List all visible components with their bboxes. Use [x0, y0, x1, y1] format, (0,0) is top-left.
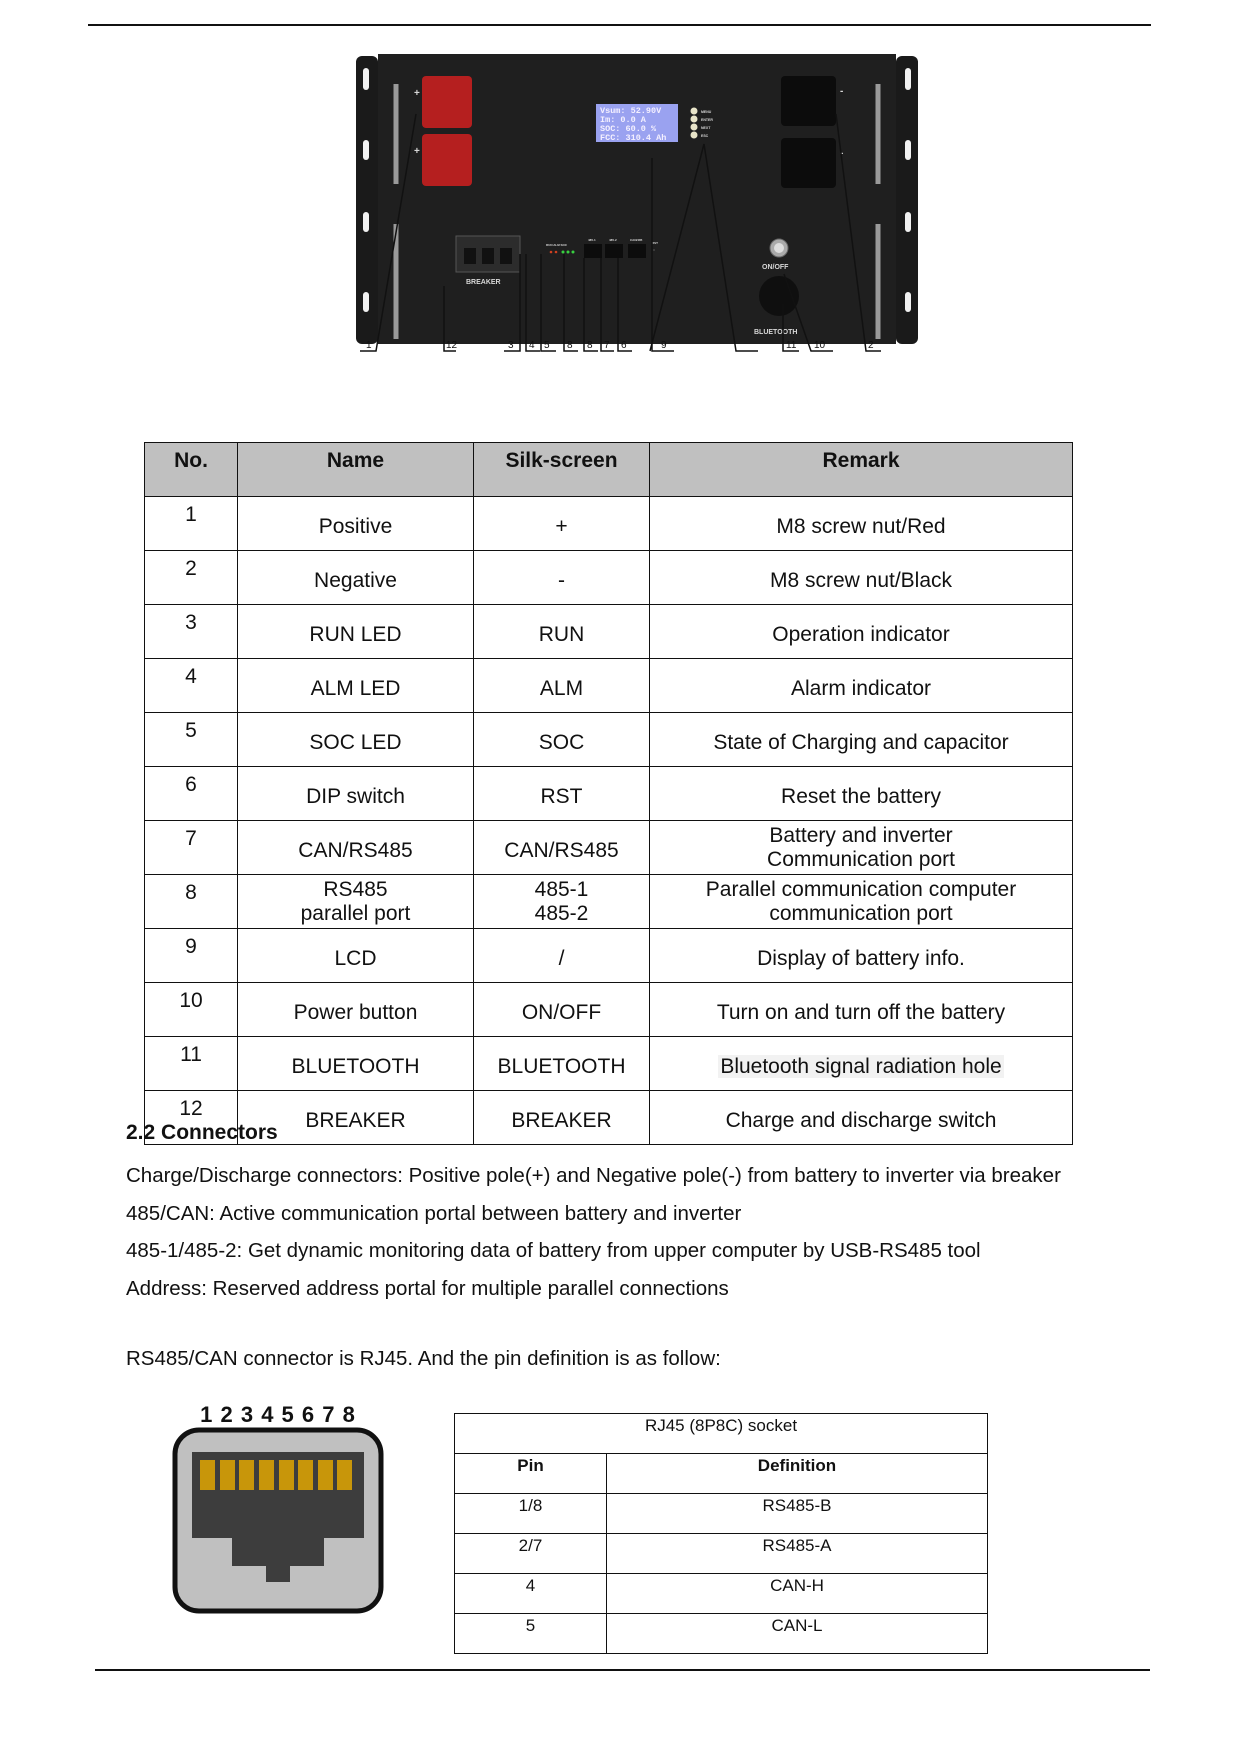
cell-no: 5 [145, 713, 238, 767]
table-row [145, 713, 1073, 767]
header-definition: Definition [607, 1454, 988, 1494]
cell-name: RUN LED [238, 605, 474, 659]
svg-text:MENU: MENU [701, 110, 712, 114]
paragraph: Charge/Discharge connectors: Positive pole(+) and Negative pole(-) from battery to inverter via breaker [126, 1164, 1061, 1187]
svg-text:BREAKER: BREAKER [466, 279, 501, 286]
table-row [145, 983, 1073, 1037]
cell-name: ALM LED [238, 659, 474, 713]
rj45-intro-text: RS485/CAN connector is RJ45. And the pin definition is as follow: [126, 1347, 721, 1370]
cell-no: 11 [145, 1037, 238, 1091]
cell-no: 1 [145, 497, 238, 551]
svg-text:ESC: ESC [701, 134, 709, 138]
table-header-row [455, 1454, 988, 1494]
silk-line: 485-2 [534, 901, 589, 925]
svg-text:11: 11 [786, 340, 797, 351]
table-row [145, 875, 1073, 929]
header-name: Name [238, 443, 474, 497]
table-row [145, 929, 1073, 983]
paragraph: 485/CAN: Active communication portal between battery and inverter [126, 1201, 742, 1225]
cell-silk: SOC [474, 713, 650, 767]
cell-no: 12 [145, 1091, 238, 1145]
table-row [455, 1614, 988, 1654]
name-line: RS485 [323, 877, 388, 901]
rj45-socket-icon [172, 1404, 384, 1614]
cell-name: Power button [238, 983, 474, 1037]
table-row [455, 1534, 988, 1574]
cell-silk: ON/OFF [474, 983, 650, 1037]
cell-remark: M8 screw nut/Red [650, 497, 1073, 551]
svg-text:ENTER: ENTER [701, 118, 713, 122]
battery-front-panel-figure [356, 54, 918, 351]
svg-text:Vsum: 52.90V: Vsum: 52.90V [600, 106, 662, 116]
svg-text:-: - [840, 148, 844, 159]
cell-name: Positive [238, 497, 474, 551]
cell-definition: RS485-B [607, 1494, 988, 1534]
header-pin: Pin [455, 1454, 607, 1494]
cell-no: 7 [145, 821, 238, 875]
footer-rule [95, 1669, 1150, 1671]
cell-name: SOC LED [238, 713, 474, 767]
cell-silk: BLUETOOTH [474, 1037, 650, 1091]
cell-pin: 4 [455, 1574, 607, 1614]
cell-no: 6 [145, 767, 238, 821]
svg-text:+: + [414, 88, 420, 99]
svg-text:2: 2 [868, 340, 874, 351]
svg-text:SOC: 60.0 %: SOC: 60.0 % [600, 124, 657, 134]
svg-text:8: 8 [567, 340, 573, 351]
cell-remark: Alarm indicator [650, 659, 1073, 713]
svg-text:8: 8 [587, 340, 593, 351]
cell-silk: + [474, 497, 650, 551]
cell-remark: Operation indicator [650, 605, 1073, 659]
cell-silk: ALM [474, 659, 650, 713]
cell-name: LCD [238, 929, 474, 983]
cell-pin: 5 [455, 1614, 607, 1654]
table-row [145, 605, 1073, 659]
svg-text:FCC: 310.4 Ah: FCC: 310.4 Ah [600, 133, 667, 143]
svg-text:RST: RST [652, 241, 658, 245]
table-row [145, 1037, 1073, 1091]
cell-remark: State of Charging and capacitor [650, 713, 1073, 767]
svg-text:Im: 0.0 A: Im: 0.0 A [600, 115, 646, 125]
table-row [145, 551, 1073, 605]
svg-text:12: 12 [446, 340, 458, 351]
cell-no: 8 [145, 875, 238, 929]
cell-remark: Turn on and turn off the battery [650, 983, 1073, 1037]
lcd-display [596, 104, 678, 143]
cell-definition: CAN-L [607, 1614, 988, 1654]
cell-name: CAN/RS485 [238, 821, 474, 875]
cell-remark: Reset the battery [650, 767, 1073, 821]
cell-silk: / [474, 929, 650, 983]
component-table [144, 442, 1073, 1145]
svg-text:485-1: 485-1 [588, 238, 596, 242]
remark-line: Communication port [767, 847, 955, 871]
cell-silk: RST [474, 767, 650, 821]
cell-definition: RS485-A [607, 1534, 988, 1574]
highlighted-remark: Bluetooth signal radiation hole [720, 1055, 1002, 1078]
cell-no: 3 [145, 605, 238, 659]
header-no: No. [145, 443, 238, 497]
cell-silk [474, 875, 650, 929]
cell-silk: - [474, 551, 650, 605]
cell-pin: 1/8 [455, 1494, 607, 1534]
cell-name: Negative [238, 551, 474, 605]
table-row [455, 1574, 988, 1614]
header-silk-screen: Silk-screen [474, 443, 650, 497]
remark-line: Parallel communication computer [705, 877, 1017, 901]
table-header-row [145, 443, 1073, 497]
cell-name: BREAKER [238, 1091, 474, 1145]
svg-text:1: 1 [366, 340, 372, 351]
svg-text:6: 6 [621, 340, 627, 351]
svg-text:RUN ALM SOC: RUN ALM SOC [546, 243, 568, 247]
cell-silk: RUN [474, 605, 650, 659]
connectors-section [126, 1120, 1166, 1307]
cell-silk: CAN/RS485 [474, 821, 650, 875]
svg-text:5: 5 [544, 340, 550, 351]
table-row [145, 767, 1073, 821]
cell-definition: CAN-H [607, 1574, 988, 1614]
svg-text:CAN/485: CAN/485 [630, 238, 643, 242]
cell-remark [650, 821, 1073, 875]
battery-panel-svg [356, 54, 918, 374]
cell-no: 9 [145, 929, 238, 983]
svg-text:+: + [414, 146, 420, 157]
svg-text:ON/OFF: ON/OFF [762, 264, 789, 271]
table-row [145, 821, 1073, 875]
cell-pin: 2/7 [455, 1534, 607, 1574]
svg-text:BLUETOOTH: BLUETOOTH [754, 329, 798, 336]
svg-text:7: 7 [604, 340, 610, 351]
name-line: parallel port [300, 901, 411, 925]
pin-numbers: 1 2 3 4 5 6 7 8 [200, 1404, 356, 1427]
svg-text:9: 9 [661, 340, 667, 351]
cell-no: 10 [145, 983, 238, 1037]
table-caption: RJ45 (8P8C) socket [455, 1414, 988, 1454]
cell-no: 4 [145, 659, 238, 713]
svg-text:485-2: 485-2 [609, 238, 617, 242]
pin-definition-table [454, 1413, 988, 1654]
silk-line: 485-1 [534, 877, 589, 901]
paragraph: 485-1/485-2: Get dynamic monitoring data of battery from upper computer by USB-RS485 tool [126, 1239, 981, 1262]
cell-remark: Charge and discharge switch [650, 1091, 1073, 1145]
svg-text:4: 4 [529, 340, 535, 351]
table-row [145, 497, 1073, 551]
svg-text:-: - [840, 86, 844, 97]
cell-remark: Display of battery info. [650, 929, 1073, 983]
header-rule [88, 24, 1151, 26]
remark-line: communication port [769, 901, 953, 925]
svg-text:NEXT: NEXT [701, 126, 711, 130]
cell-name: BLUETOOTH [238, 1037, 474, 1091]
cell-no: 2 [145, 551, 238, 605]
section-heading: 2.2 Connectors [126, 1121, 278, 1144]
cell-name [238, 875, 474, 929]
table-row [145, 659, 1073, 713]
cell-remark: M8 screw nut/Black [650, 551, 1073, 605]
svg-text:3: 3 [508, 340, 514, 351]
cell-silk: BREAKER [474, 1091, 650, 1145]
cell-remark [650, 875, 1073, 929]
cell-remark [650, 1037, 1073, 1091]
table-caption-row [455, 1414, 988, 1454]
paragraph: Address: Reserved address portal for multiple parallel connections [126, 1276, 729, 1300]
remark-line: Battery and inverter [769, 823, 953, 847]
svg-text:10: 10 [814, 340, 826, 351]
table-row [455, 1494, 988, 1534]
cell-name: DIP switch [238, 767, 474, 821]
rj45-socket-figure [172, 1404, 384, 1614]
header-remark: Remark [650, 443, 1073, 497]
